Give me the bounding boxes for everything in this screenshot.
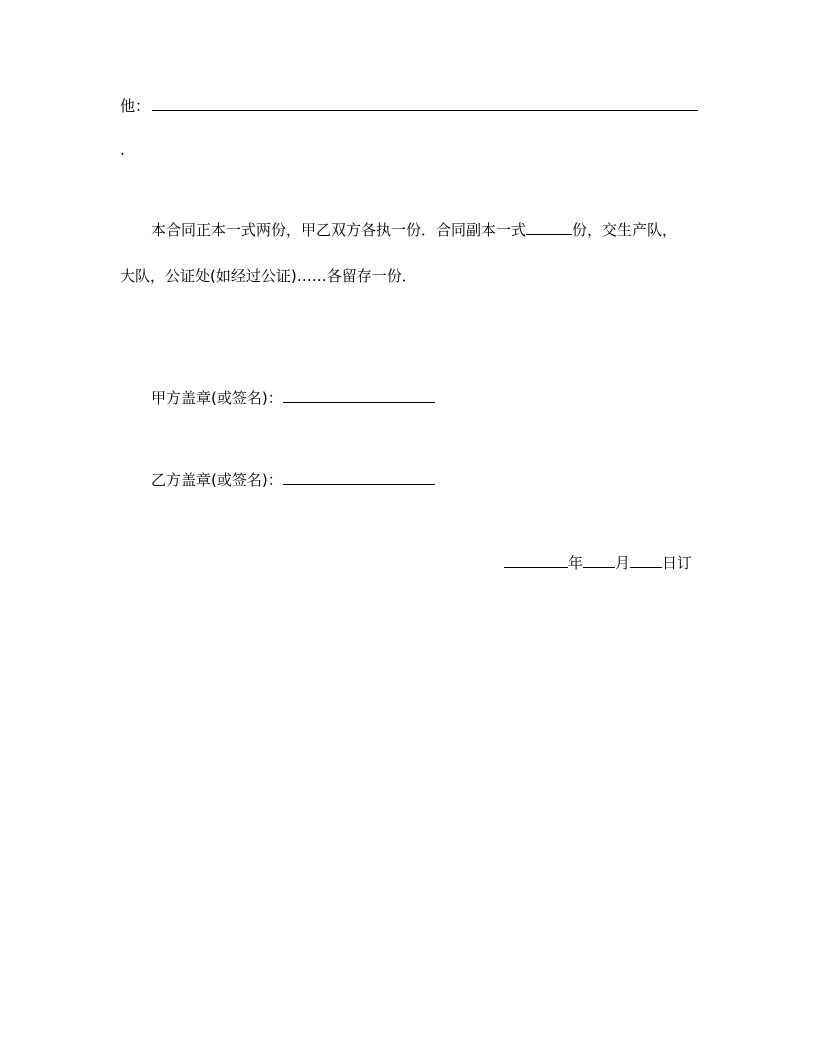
copies-count-blank[interactable] [526, 220, 572, 235]
year-blank[interactable] [504, 553, 568, 568]
party-a-label: 甲方盖章(或签名)： [151, 389, 283, 407]
month-blank[interactable] [583, 553, 615, 568]
trailing-dot: . [120, 141, 125, 159]
copies-text-after: 份，交生产队， [572, 221, 678, 239]
day-blank[interactable] [630, 553, 662, 568]
other-label: 他： [120, 97, 151, 115]
copies-text-before: 本合同正本一式两份，甲乙双方各执一份．合同副本一式 [151, 221, 527, 239]
day-label: 日订 [662, 554, 693, 572]
copies-paragraph-line2: 大队，公证处(如经过公证)……各留存一份． [120, 267, 417, 285]
party-b-signature-line [151, 470, 435, 490]
other-terms-line [120, 96, 698, 116]
party-a-signature-line [151, 388, 435, 408]
other-terms-blank[interactable] [152, 96, 698, 111]
copies-paragraph-line1 [151, 220, 677, 240]
party-b-signature-blank[interactable] [283, 470, 435, 485]
party-b-label: 乙方盖章(或签名)： [151, 471, 283, 489]
party-a-signature-blank[interactable] [283, 388, 435, 403]
date-line [504, 553, 692, 573]
year-label: 年 [568, 554, 584, 572]
month-label: 月 [615, 554, 631, 572]
